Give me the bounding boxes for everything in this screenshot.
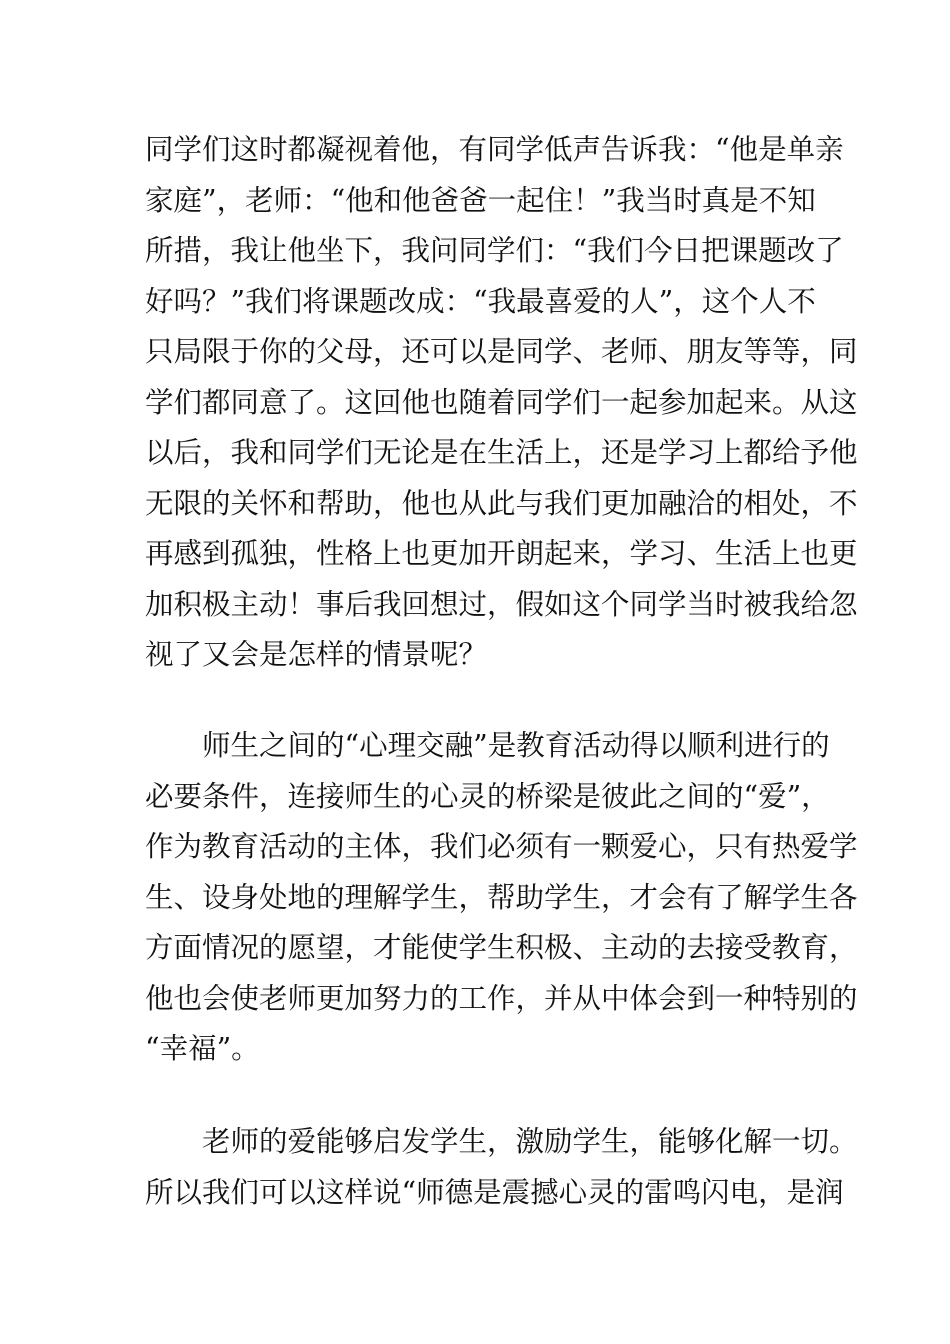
text-line: 学们都同意了。这回他也随着同学们一起参加起来。从这 <box>145 385 858 419</box>
text-line: “幸福”。 <box>145 1032 260 1065</box>
paragraph-2 <box>145 721 858 1075</box>
text-line: 视了又会是怎样的情景呢？ <box>145 638 488 671</box>
text-line: 以后，我和同学们无论是在生活上，还是学习上都给予他 <box>145 436 858 469</box>
paragraph-1 <box>145 125 858 681</box>
text-line: 师生之间的“心理交融”是教育活动得以顺利进行的 <box>202 729 830 762</box>
text-line: 家庭”，老师：“他和他爸爸一起住！”我当时真是不知 <box>145 183 816 217</box>
text-line: 作为教育活动的主体，我们必须有一颗爱心，只有热爱学 <box>145 830 858 863</box>
text-line: 老师的爱能够启发学生，激励学生，能够化解一切。 <box>202 1125 858 1158</box>
text-line: 他也会使老师更加努力的工作，并从中体会到一种特别的 <box>145 981 858 1015</box>
paragraph-3 <box>145 1117 858 1218</box>
text-line: 所以我们可以这样说“师德是震撼心灵的雷鸣闪电，是润 <box>145 1175 844 1209</box>
text-line: 生、设身处地的理解学生，帮助学生，才会有了解学生各 <box>145 880 858 914</box>
text-line: 同学们这时都凝视着他，有同学低声告诉我：“他是单亲 <box>145 133 844 166</box>
text-line: 无限的关怀和帮助，他也从此与我们更加融洽的相处，不 <box>145 486 858 520</box>
text-line: 只局限于你的父母，还可以是同学、老师、朋友等等，同 <box>145 335 858 368</box>
text-line: 必要条件，连接师生的心灵的桥梁是彼此之间的“爱”， <box>145 779 830 813</box>
text-line: 方面情况的愿望，才能使学生积极、主动的去接受教育， <box>145 931 858 964</box>
text-line: 好吗？”我们将课题改成：“我最喜爱的人”，这个人不 <box>145 284 816 318</box>
text-line: 所措，我让他坐下，我问同学们：“我们今日把课题改了 <box>145 234 844 267</box>
text-line: 加积极主动！事后我回想过，假如这个同学当时被我给忽 <box>145 587 858 621</box>
text-line: 再感到孤独，性格上也更加开朗起来，学习、生活上也更 <box>145 537 858 570</box>
